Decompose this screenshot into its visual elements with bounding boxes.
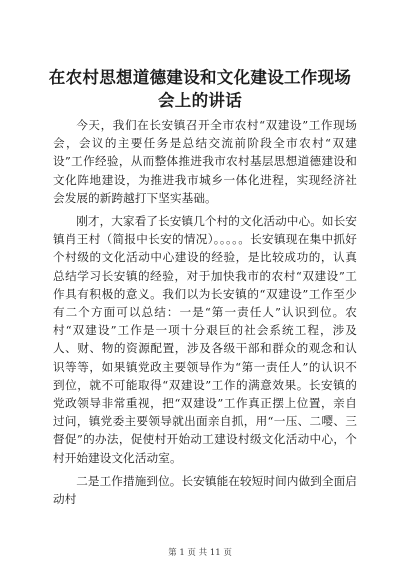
document-title: 在农村思想道德建设和文化建设工作现场会上的讲话	[48, 68, 352, 110]
page-footer: 第 1 页 共 11 页	[168, 548, 232, 558]
paragraph-1: 今天，我们在长安镇召开全市农村“双建设”工作现场会，会议的主要任务是总结交流前阶段全市农村“双建设”工作经验，从而整体推进我市农村基层思想道德建设和文化阵地建设，为推进我市城乡一体化进程，实现经济社会发展的新跨越打下坚实基础。	[53, 118, 357, 205]
paragraph-2: 刚才，大家看了长安镇几个村的文化活动中心。如长安镇肖王村（简报中长安的情况）。。。。。长安镇现在集中抓好个村级的文化活动中心建设的经验，是比较成功的，认真总结学习长安镇的经验，对于加快我市的农村“双建设”工作具有积极的意义。我们以为长安镇的“双建设”工作至少有二个方面可以总结：一是“第一责任人”认识到位。农村“双建设”工作是一项十分艰巨的社会系统工程，涉及人、财、物的资源配置，涉及各级干部和群众的观念和认识等等，如果镇党政主要领导作为“第一责任人”的认识不到位，就不可能取得“双建设”工作的满意效果。长安镇的党政领导非常重视，把“双建设”工作真正摆上位置，亲自过问，镇党委主要领导就出面亲自抓，用“一压、二嘤、三督促”的办法，促使村开始动工建设村级文化活动中心，个村开始建设文化活动室。	[53, 214, 357, 465]
paragraph-3: 二是工作措施到位。长安镇能在较短时间内做到全面启动村	[53, 473, 357, 507]
document-body	[53, 116, 357, 513]
